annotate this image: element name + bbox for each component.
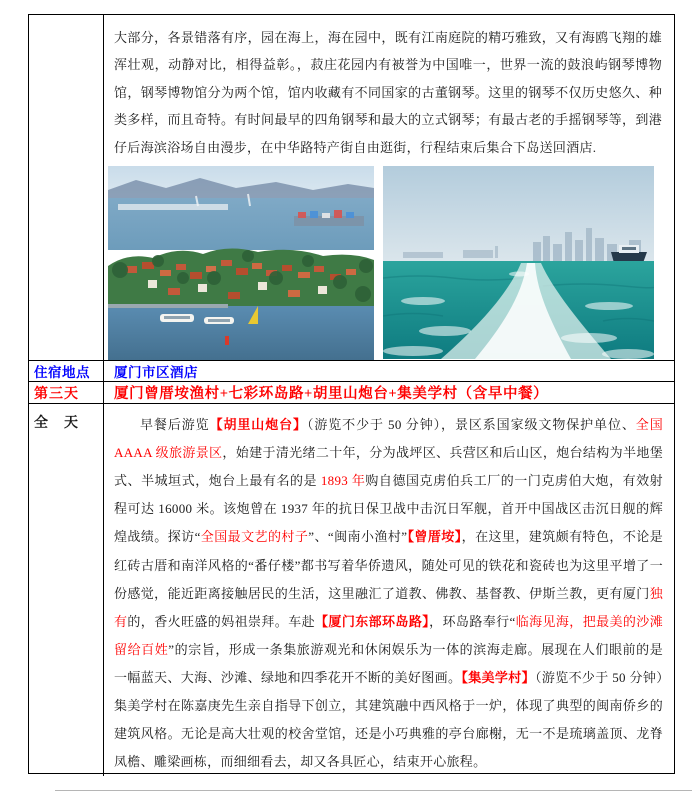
text-segment: ”的宗旨，形成一条集旅游观光和休闲娱乐为一体的滨海走廊。展现在人们眼前的是一幅蓝天、大海、沙滩、绿地和四季花开不断的美好图画。 bbox=[114, 641, 663, 685]
accommodation-label: 住宿地点 bbox=[29, 361, 104, 381]
text-segment: ，在这里，建筑颇有特色，不论是红砖古厝和南洋风格的“番仔楼”都书写着华侨遗风，随处可见的铁花和瓷砖也为这里平增了一份感觉，能近距离接触居民的生活，这里融汇了道教、佛教、基督教、伊斯兰教，更有厦门 bbox=[114, 529, 663, 601]
itinerary-table bbox=[28, 14, 675, 774]
ferry-wake-sea-photo bbox=[383, 166, 654, 359]
text-segment: 全国最文艺的村子 bbox=[200, 529, 309, 545]
day3-route-title: 厦门曾厝垵渔村+七彩环岛路+胡里山炮台+集美学村（含早中餐） bbox=[114, 386, 549, 403]
day2-continuation-row bbox=[29, 15, 674, 360]
day2-description-cell bbox=[104, 15, 674, 360]
day3-label: 第三天 bbox=[29, 382, 104, 403]
day2-empty-label-cell bbox=[29, 15, 104, 360]
text-segment: 【曾厝垵】 bbox=[407, 529, 462, 545]
text-segment: 【厦门东部环岛路】 bbox=[315, 613, 430, 629]
gulangyu-island-aerial-photo bbox=[108, 166, 374, 360]
accommodation-row bbox=[29, 360, 674, 381]
day3-header-row bbox=[29, 381, 674, 403]
accommodation-value: 厦门市区酒店 bbox=[114, 365, 198, 381]
day3-detail-cell bbox=[104, 404, 674, 776]
next-page-top-edge bbox=[55, 790, 692, 791]
text-segment: ，始建于清光绪二十年，分为战坪区、兵营区和后山区，炮台结构为半地堡式、半城垣式，炮台上最有名的是 bbox=[114, 445, 663, 489]
text-segment: ，环岛路奉行“ bbox=[429, 613, 516, 629]
photo-strip bbox=[108, 166, 674, 360]
text-segment: 的，香火旺盛的妈祖崇拜。车赴 bbox=[127, 613, 316, 629]
text-segment: 早餐后游览 bbox=[140, 417, 210, 433]
text-segment: （游览不少于 50 分钟），景区系国家级文物保护单位、 bbox=[306, 417, 636, 433]
text-segment: ”、“闽南小渔村” bbox=[308, 529, 408, 545]
text-segment: 【集美学村】 bbox=[461, 669, 535, 685]
text-segment: 临海见海，把最美的沙滩留给百姓 bbox=[114, 613, 664, 657]
day3-allday-label: 全 天 bbox=[29, 404, 104, 776]
text-segment: 购自德国克虏伯兵工厂的一门克虏伯大炮，有效射程可达 16000 米。该炮曾在 1937 年的抗日保卫战中击沉日军舰，首开中国战区击沉日舰的辉煌战绩。探访“ bbox=[114, 473, 663, 545]
day3-detail-row bbox=[29, 403, 674, 776]
day2-description-text: 大部分，各景错落有序，园在海上，海在园中，既有江南庭院的精巧雅致，又有海鸥飞翔的雄浑壮观，动静对比，相得益彰。，菽庄花园内有被誉为中国唯一，世界一流的鼓浪屿钢琴博物馆，钢琴博物馆分为两个馆，馆内收藏有不同国家的古董钢琴。这里的钢琴不仅历史悠久、种类多样，而且奇特。有时间最早的四角钢琴和最大的立式钢琴；有最古老的手摇钢琴等，到港仔后海滨浴场自由漫步，在中华路特产街自由逛街，行程结束后集合下岛送回酒店. bbox=[114, 30, 662, 155]
text-segment: 独有 bbox=[114, 585, 663, 629]
text-segment: 1893 年 bbox=[320, 473, 366, 489]
text-segment: 全国 AAAA 级旅游景区 bbox=[114, 417, 663, 461]
text-segment: （游览不少于 50 分钟）集美学村在陈嘉庚先生亲自指导下创立，其建筑融中西风格于一炉，体现了典型的闽南侨乡的建筑风格。无论是高大壮观的校舍堂馆，还是小巧典雅的亭台廊榭，无一不是琉璃盖顶、龙脊凤檐、雕梁画栋，而细细看去，却又各具匠心，结束开心旅程。 bbox=[114, 669, 663, 770]
day3-detail-text bbox=[104, 404, 674, 776]
text-segment: 【胡里山炮台】 bbox=[209, 417, 307, 433]
